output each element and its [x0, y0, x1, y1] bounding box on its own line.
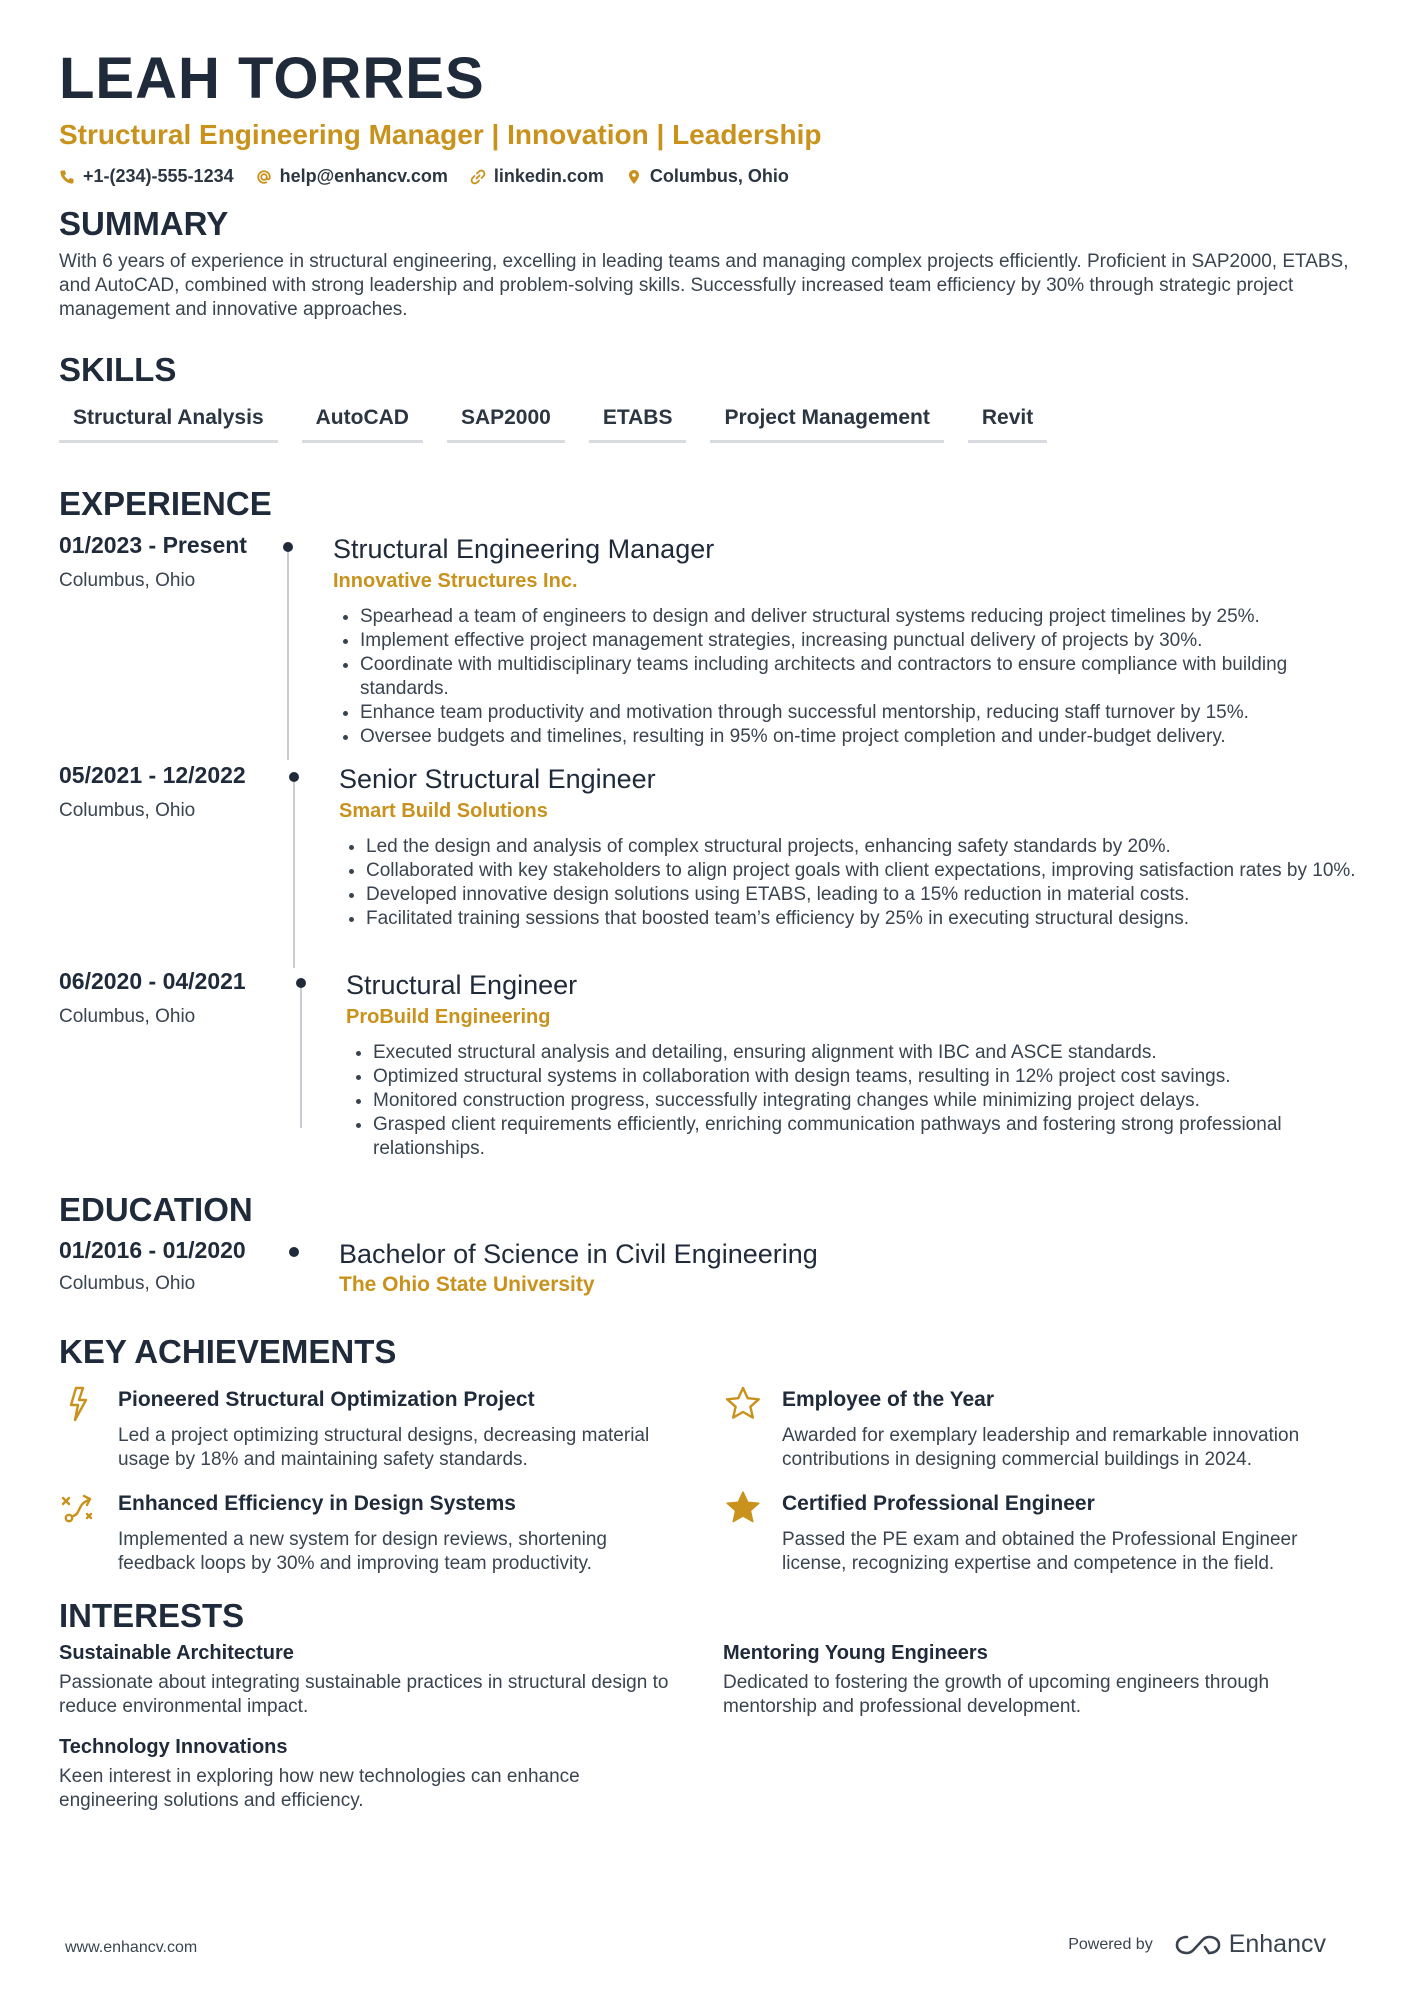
interest-title: Sustainable Architecture [59, 1642, 294, 1664]
job-location: Columbus, Ohio [59, 800, 196, 821]
enhancv-logo[interactable] [1175, 1930, 1326, 1959]
skill-tag: Structural Analysis [59, 402, 278, 443]
degree-title: Bachelor of Science in Civil Engineering [339, 1239, 818, 1269]
skill-tag: SAP2000 [447, 402, 565, 443]
experience-entry [59, 968, 1359, 1168]
job-bullets [346, 1041, 1359, 1161]
contact-email[interactable] [256, 166, 448, 187]
section-title: SUMMARY [59, 205, 229, 242]
job-company: ProBuild Engineering [346, 1006, 551, 1028]
skill-tag: ETABS [589, 402, 687, 443]
job-location: Columbus, Ohio [59, 570, 196, 591]
bullet-item: • Led the design and analysis of complex structural projects, enhancing safety standards by 20%. [366, 835, 1359, 859]
star-outline-icon [723, 1384, 763, 1424]
interest-desc: Keen interest in exploring how new technologies can enhance engineering solutions and efficiency. [59, 1766, 580, 1811]
education-section [59, 1190, 1359, 1230]
job-bullets [333, 605, 1359, 749]
timeline-line [293, 782, 295, 968]
achievement-title: Certified Professional Engineer [782, 1492, 1095, 1515]
contact-phone[interactable] [59, 166, 234, 187]
interest-desc: Dedicated to fostering the growth of upcoming engineers through mentorship and professional development. [723, 1672, 1270, 1717]
contact-linkedin-text: linkedin.com [493, 166, 604, 186]
interest-item [59, 1736, 679, 1813]
summary-text: With 6 years of experience in structural engineering, excelling in leading teams and managing complex projects efficiently. Proficient in SAP2000, ETABS, and AutoCAD, combined with strong leadership and problem-solving skills. Successfully increased team efficiency by 30% through strategic project management and innovative approaches. [59, 251, 1349, 320]
enhancv-logo-text: Enhancv [1228, 1930, 1326, 1958]
contact-phone-text: +1-(234)-555-1234 [83, 166, 234, 186]
footer-branding [1068, 1930, 1326, 1959]
achievement-desc: Passed the PE exam and obtained the Professional Engineer license, recognizing expertise and competence in the field. [782, 1529, 1298, 1574]
skill-tag: AutoCAD [302, 402, 423, 443]
bullet-item: • Developed innovative design solutions using ETABS, leading to a 15% reduction in material costs. [366, 883, 1359, 907]
job-bullets [339, 835, 1359, 931]
education-entry [59, 1237, 1359, 1317]
experience-section [59, 484, 1359, 524]
contact-linkedin[interactable] [470, 166, 604, 187]
education-details [339, 1237, 1359, 1297]
section-title: EDUCATION [59, 1191, 253, 1228]
lightning-icon [59, 1384, 99, 1424]
route-icon [59, 1488, 99, 1528]
interest-title: Technology Innovations [59, 1736, 288, 1758]
enhancv-logo-icon [1175, 1933, 1221, 1957]
education-date: 01/2016 - 01/2020 [59, 1237, 246, 1263]
bullet-item: • Oversee budgets and timelines, resulting in 95% on-time project completion and under-budget delivery. [360, 725, 1359, 749]
bullet-item: • Coordinate with multidisciplinary teams including architects and contractors to ensure compliance with building standards. [360, 653, 1359, 701]
timeline-line [300, 988, 302, 1128]
experience-entry [59, 762, 1359, 962]
job-details [346, 968, 1359, 1161]
job-title: Structural Engineering Manager [333, 534, 715, 564]
skill-tag: Revit [968, 402, 1047, 443]
school-name: The Ohio State University [339, 1273, 595, 1296]
interest-desc: Passionate about integrating sustainable practices in structural design to reduce environmental impact. [59, 1672, 669, 1717]
experience-entry [59, 532, 1359, 752]
bullet-item: • Facilitated training sessions that boosted team’s efficiency by 25% in executing structural designs. [366, 907, 1359, 931]
link-icon [470, 169, 486, 185]
interest-item [723, 1642, 1343, 1719]
job-company: Smart Build Solutions [339, 800, 548, 822]
footer-website[interactable]: www.enhancv.com [65, 1939, 198, 1956]
achievement-title: Employee of the Year [782, 1388, 995, 1411]
location-pin-icon [626, 169, 642, 185]
star-filled-icon [723, 1488, 763, 1528]
job-location: Columbus, Ohio [59, 1006, 196, 1027]
interest-item [59, 1642, 679, 1719]
timeline-dot [296, 978, 306, 988]
job-title: Senior Structural Engineer [339, 764, 656, 794]
at-icon [256, 169, 272, 185]
bullet-item: • Grasped client requirements efficiently, enriching communication pathways and fostering strong professional relationships. [373, 1113, 1359, 1161]
bullet-item: • Enhance team productivity and motivation through successful mentorship, reducing staff turnover by 15%. [360, 701, 1359, 725]
interests-section [59, 1596, 1359, 1636]
achievement-title: Pioneered Structural Optimization Project [118, 1388, 535, 1411]
bullet-item: • Monitored construction progress, successfully integrating changes while minimizing project delays. [373, 1089, 1359, 1113]
interest-title: Mentoring Young Engineers [723, 1642, 988, 1664]
achievement-title: Enhanced Efficiency in Design Systems [118, 1492, 516, 1515]
job-date: 05/2021 - 12/2022 [59, 762, 246, 788]
candidate-name: LEAH TORRES [59, 46, 485, 111]
skill-tag: Project Management [710, 402, 943, 443]
achievement-desc: Implemented a new system for design reviews, shortening feedback loops by 30% and improving team productivity. [118, 1529, 607, 1574]
achievement-desc: Awarded for exemplary leadership and remarkable innovation contributions in designing commercial buildings in 2024. [782, 1425, 1300, 1470]
bullet-item: • Implement effective project management strategies, increasing punctual delivery of projects by 30%. [360, 629, 1359, 653]
job-date: 01/2023 - Present [59, 532, 247, 558]
timeline-dot [289, 772, 299, 782]
powered-by-label: Powered by [1068, 1935, 1153, 1953]
timeline-line [287, 552, 289, 760]
bullet-item: • Collaborated with key stakeholders to align project goals with client expectations, improving satisfaction rates by 10%. [366, 859, 1359, 883]
section-title: SKILLS [59, 351, 177, 388]
timeline-dot [289, 1247, 299, 1257]
contact-location-text: Columbus, Ohio [649, 166, 789, 186]
headline: Structural Engineering Manager | Innovation | Leadership [59, 119, 822, 150]
skills-section [59, 350, 1359, 443]
summary-section [59, 204, 1359, 322]
job-date: 06/2020 - 04/2021 [59, 968, 246, 994]
bullet-item: • Executed structural analysis and detailing, ensuring alignment with IBC and ASCE standards. [373, 1041, 1359, 1065]
bullet-item: • Optimized structural systems in collaboration with design teams, resulting in 12% project cost savings. [373, 1065, 1359, 1089]
contact-bar [59, 166, 1359, 187]
contact-email-text: help@enhancv.com [279, 166, 448, 186]
contact-location [626, 166, 789, 187]
resume-page [59, 44, 1359, 1811]
bullet-item: • Spearhead a team of engineers to design and deliver structural systems reducing project timelines by 25%. [360, 605, 1359, 629]
section-title: EXPERIENCE [59, 485, 272, 522]
section-title: INTERESTS [59, 1597, 245, 1634]
job-company: Innovative Structures Inc. [333, 570, 578, 592]
achievements-section [59, 1332, 1359, 1372]
skills-list [59, 402, 1359, 443]
job-details [339, 762, 1359, 931]
phone-icon [59, 169, 75, 185]
job-details [333, 532, 1359, 749]
timeline-dot [283, 542, 293, 552]
achievement-desc: Led a project optimizing structural designs, decreasing material usage by 18% and maintaining safety standards. [118, 1425, 650, 1470]
education-location: Columbus, Ohio [59, 1273, 196, 1294]
achievements-grid [59, 1384, 1359, 1594]
job-title: Structural Engineer [346, 970, 578, 1000]
section-title: KEY ACHIEVEMENTS [59, 1333, 397, 1370]
